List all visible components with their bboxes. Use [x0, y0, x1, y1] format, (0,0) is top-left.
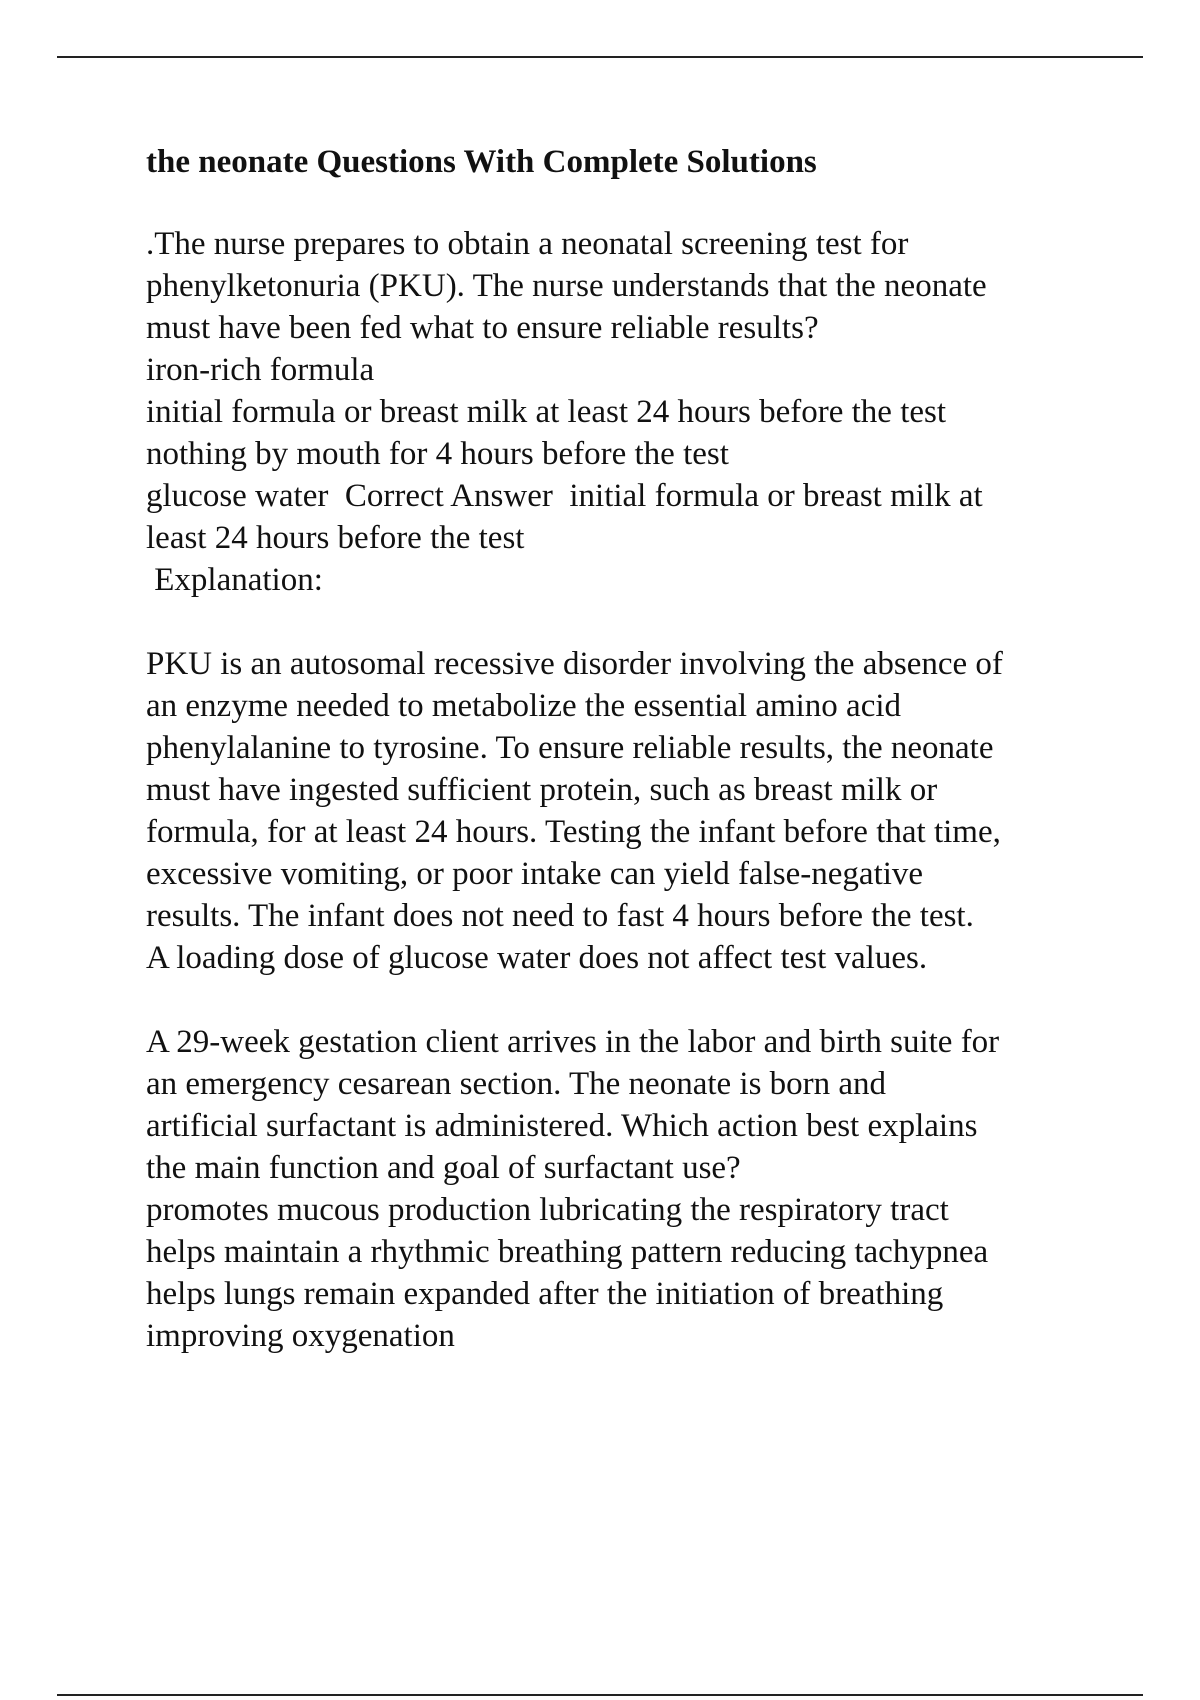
question-2-line: the main function and goal of surfactant use?: [146, 1150, 741, 1187]
question-1-line: must have been fed what to ensure reliable results?: [146, 310, 819, 347]
answer-option: iron-rich formula: [146, 352, 375, 389]
explanation-1: [146, 643, 1096, 979]
explanation-line: an enzyme needed to metabolize the essential amino acid: [146, 688, 902, 725]
question-2-line: artificial surfactant is administered. Which action best explains: [146, 1108, 978, 1145]
answer-option: helps lungs remain expanded after the initiation of breathing: [146, 1276, 944, 1313]
paragraph-gap: [146, 979, 1096, 1021]
answer-option: helps maintain a rhythmic breathing pattern reducing tachypnea: [146, 1234, 989, 1271]
explanation-label: Explanation:: [146, 562, 323, 599]
question-1-line: .The nurse prepares to obtain a neonatal screening test for: [146, 226, 909, 263]
document-title: the neonate Questions With Complete Solutions: [146, 144, 817, 180]
answer-option: nothing by mouth for 4 hours before the test: [146, 436, 729, 473]
answer-option: initial formula or breast milk at least 24 hours before the test: [146, 394, 947, 431]
explanation-line: results. The infant does not need to fast 4 hours before the test.: [146, 898, 974, 935]
explanation-line: phenylalanine to tyrosine. To ensure reliable results, the neonate: [146, 730, 994, 767]
question-2-line: A 29-week gestation client arrives in the labor and birth suite for: [146, 1024, 1000, 1061]
explanation-line: excessive vomiting, or poor intake can yield false-negative: [146, 856, 924, 893]
answer-option: promotes mucous production lubricating the respiratory tract: [146, 1192, 949, 1229]
explanation-line: A loading dose of glucose water does not affect test values.: [146, 940, 928, 977]
bottom-rule: [57, 1694, 1143, 1696]
correct-answer-line: least 24 hours before the test: [146, 520, 525, 557]
explanation-line: PKU is an autosomal recessive disorder involving the absence of: [146, 646, 1003, 683]
correct-answer-line: glucose water Correct Answer initial formula or breast milk at: [146, 478, 983, 515]
explanation-line: formula, for at least 24 hours. Testing the infant before that time,: [146, 814, 1001, 851]
question-1-line: phenylketonuria (PKU). The nurse understands that the neonate: [146, 268, 987, 305]
question-2-line: an emergency cesarean section. The neonate is born and: [146, 1066, 887, 1103]
question-1: [146, 223, 1096, 601]
document-body: [146, 142, 1096, 1357]
top-rule: [57, 56, 1143, 58]
explanation-line: must have ingested sufficient protein, such as breast milk or: [146, 772, 938, 809]
paragraph-gap: [146, 601, 1096, 643]
answer-option: improving oxygenation: [146, 1318, 455, 1355]
question-2: [146, 1021, 1096, 1357]
